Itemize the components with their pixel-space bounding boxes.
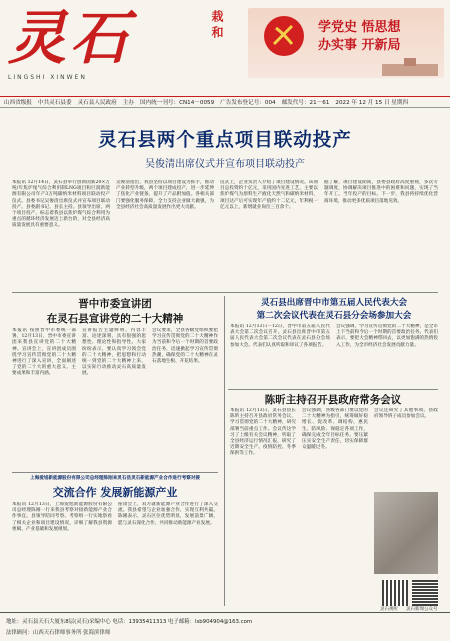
footer-legal: 法律顾问：山西天石律师事务所 张海滨律师	[6, 630, 111, 636]
lead-column-1: 本报讯 12月14日，灵石县举行创新园新20×万吨/年焦炉尾气综合利用制LNG项目和巨润新能源有限公司年产3万吨碳纳米材料项目联动投产仪式。县委书记吴俊清出席仪式并宣布项目联动投产。县委副书记、县长主持。县领导出席。两个项目投产，标志着我县以焦炉煤气综合利用为重点的循环经济发展迈上新台阶，对全县经济高质量发展具有重要意义。	[12, 180, 110, 229]
masthead	[0, 0, 450, 96]
story-left-column-1: 本报讯 按照晋中市委统一部署，12月13日，晋中市委宣讲团来我县宣讲党的二十大精神。宣讲会上，宣讲团成员围绕学习宣传贯彻党的二十大精神进行了深入宣讲，全面阐述了党的二十大的重大意义、主要成果和丰富内涵。	[12, 328, 76, 377]
page-footer	[0, 612, 450, 641]
info-item: 2022 年 12 月 15 日 星期四	[335, 100, 409, 106]
story-right-column-3: 会议还研究了其他事项。县政府领导班子成员参加会议。	[374, 408, 438, 420]
slogan-line-1: 学党史 悟思想	[318, 20, 401, 35]
story-right-column-2: 会议强调，各级各部门要以党的二十大精神为指引，统筹做好稳增长、促改革、调结构、惠民生、防风险、保稳定各项工作，确保完成全年目标任务。要压紧压实安全生产责任，切实保障群众温暖过冬。	[302, 408, 368, 451]
story-mid-column-2: 会议强调，学习宣传贯彻党的二十大精神，是全市上下当前和今后一个时期的首要政治任务。代表们表示，要把大会精神带回去，以更加饱满的热情投入工作，为全市经济社会发展贡献力量。	[336, 324, 438, 348]
story-bottom-column-2: 座谈会上，双方就新能源产业合作进行了深入交流。我县希望与企业加强合作，实现互利共赢。陈刚表示，灵石区位优势明显，发展前景广阔，愿与灵石深化合作，共同推动新能源产业发展。	[118, 502, 218, 526]
story-right-title: 陈昕主持召开县政府常务会议	[264, 394, 402, 406]
qr-code-icon	[382, 580, 408, 606]
section-divider	[12, 472, 218, 473]
calligraphy-mark: 栽 和	[210, 10, 224, 39]
edition-info-bar	[0, 96, 450, 108]
building-silhouette-icon	[380, 56, 440, 76]
story-mid-title-line-1: 灵石县出席晋中市第五届人民代表大会	[260, 298, 408, 308]
lead-headline: 灵石县两个重点项目联动投产	[98, 130, 352, 151]
story-left-column-2: 宣讲报告主题鲜明、内容丰富、论述深刻，具有很强的思想性、理论性和指导性。大家纷纷表示，要认真学习领会党的二十大精神，把思想和行动统一到党的二十大精神上来，以实际行动推动灵石高质量发展。	[82, 328, 146, 377]
logo-pinyin: LINGSHI XINWEN	[8, 74, 87, 81]
story-bottom-title: 交流合作 发展新能源产业	[52, 486, 178, 499]
info-item: 主办	[122, 100, 134, 106]
story-left-column-3: 会议要求，全县各级党组织要把学习宣传贯彻党的二十大精神作为当前和今后一个时期的首要政治任务，迅速掀起学习宣传贯彻热潮，确保党的二十大精神在灵石落地生根、开花结果。	[152, 328, 218, 365]
news-photo	[374, 492, 438, 574]
qr-code-icon	[412, 580, 438, 606]
story-mid-column-1: 本报讯 12月13日－12日，晋中市第五届人民代表大会第二次会议召开。灵石县出席晋中市第五届人民代表大会第二次会议代表在灵石县分会场参加大会。代表们认真听取和审议了各项报告。	[230, 324, 330, 348]
story-bottom-kicker: 上海爱旭新能源股份有限公司总经理陈刚来灵石县灵石新能源产业合作进行考察对接	[30, 476, 200, 481]
slogan-line-2: 办实事 开新局	[318, 38, 401, 53]
story-mid-title-line-2: 第二次会议代表在灵石县分会场参加大会	[256, 311, 412, 321]
story-right-column-1: 本报讯 12月13日，灵石县县长陈昕主持召开县政府常务会议，学习贯彻党的二十大精神，研究部署当前重点工作。会议传达学习了上级有关会议精神，听取了全县经济运行情况汇报，研究了近期安全生产、疫情防控、冬季保供等工作。	[230, 408, 296, 457]
story-title-line-1: 晋中市委宣讲团	[78, 298, 152, 310]
info-item: 国内统一刊号：CN14－0059	[139, 100, 215, 106]
info-item: 灵石县人民政府	[77, 100, 117, 106]
qr-label-2: 灵石新闻公众号	[406, 607, 438, 612]
lead-subhead: 吴俊清出席仪式并宣布项目联动投产	[145, 159, 305, 170]
lead-column-3: 仪式上，企业负责人介绍了项目建设情况。该项目总投资约十亿元，采用国内先进工艺，主要以焦炉煤气为原料生产液化天然气和碳纳米材料，项目达产后可实现年产值约十二亿元，年利税一亿元以上，新增就业岗位三百余个。	[220, 180, 318, 210]
footer-address: 地址：灵石县天石大厦东8层(灵石)采编中心 电话：13935411313 电子邮箱：lsb904904@163.com	[6, 619, 253, 625]
newspaper-logo: 灵石	[8, 4, 133, 72]
party-emblem-icon	[262, 14, 306, 58]
column-divider	[224, 296, 225, 606]
qr-label-1: 灵石视听	[380, 607, 398, 612]
info-item: 邮发代号：21－61	[281, 100, 330, 106]
story-title-line-2: 在灵石县宣讲党的二十大精神	[46, 313, 184, 325]
lead-column-2: 吴俊清指出，我县坚持以项目建设为抓手，推动产业转型升级，两个项目建成投产，进一步延伸了焦化产业链条，提升了产品附加值。各相关部门要强化服务保障，全力支持企业做大做强，为全县经济社会高质量发展作出更大贡献。	[116, 180, 214, 210]
info-item: 中共灵石县委	[37, 100, 72, 106]
lead-column-4: 据了解，项目建设期间，县委县政府高度重视，多次专题调度，协调解决项目推进中的困难和问题，实现了当年开工、当年投产的目标。下一步，我县将持续优化营商环境，推动更多优质项目落地见效。	[324, 180, 438, 204]
story-bottom-column-1: 本报讯 12月13日，上海爱旭新能源股份有限公司总经理陈刚一行来我县考察对接新能源产业合作事宜。县领导陪同考察。考察组一行实地察看了相关企业和项目建设情况，详细了解我县资源禀赋、产业基础和发展规划。	[12, 502, 112, 532]
section-divider	[228, 389, 438, 390]
info-item: 山西省级报	[4, 100, 32, 106]
info-item: 广告发布登记号：004	[220, 100, 276, 106]
section-divider	[12, 292, 438, 293]
